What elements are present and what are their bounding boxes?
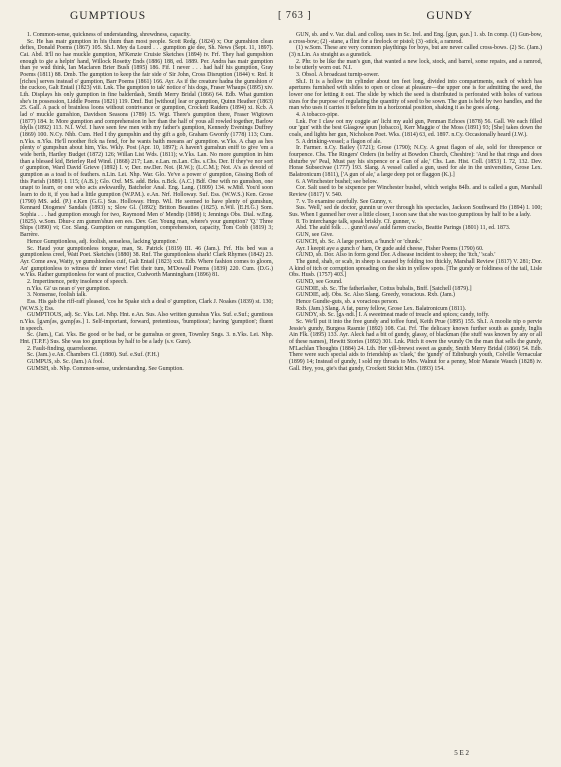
entry-paragraph: GUNCH, sb. Sc. A large portion, a 'hunch' or 'chunk.' — [296, 238, 422, 245]
entry-paragraph: Sc. Haud your gumptionless tongue, man, St. Patrick (1819) III. 46 (Jam.). Frf. His bed was a gumptionless creel, Watt Poet. Sketches (1880) 38. Rnf. The gumptionless shark! Clark Rhymes (1842) 23. Ayr. Come awa, Watty, ye gumshionless cuif, Galt Entail (1823) xxii. Edb. Where fashion comes to gloom, An' gumptionless to witness th' inner view! Flet their tum, M'Dowall Poems (1839) 220. Cum. (D.G.) w.Yks. Rather gumptionless for want of practice, Cudworth Manningham (1896) 81. — [20, 245, 273, 279]
running-header — [20, 10, 543, 26]
entry-paragraph: Sc. We'll put it into the free gundy and toffee fund, Keith Prue (1895) 155. Sh.I. A moolie nip o pervie Jessie's gundy, Burgess Rasmie (1892) 108. Cai. Frf. The delicacy known further south as gundy, Inglis Ain Flk. (1895) 133. Ayr. Aleck had a bit of gundy, glassy, of blackman (the stuff was known by any or all of these names), Hewitt Stories (1892) 301. Lnk. Pitch it owre the wundy On the man that sells the gundy, M'Lachlan Thoughts (1884) 24. Lth. Her yill-brewst sweet as gundy, Smith Merry Bridal (1866) 54. Edb. There were such special aids to friendship as 'claek,' the 'gundy' of Edinburgh youth, Colville Vernacular (1899) 14; Instead of gundy, I sold my throats to Mrs. Walnut for a penny, Moir Mansie Wauch (1828) iv. Gall. Hey, you, gie's that gundy, Crockett Stickit Min. (1893) 154. — [289, 318, 542, 372]
entry-paragraph: GUND, see Gound. — [296, 278, 343, 285]
entry-paragraph: 6. A Winchester bushel; see below. — [296, 178, 378, 185]
entry-paragraph: GUNDIE, sb. Sc. The fatherlasher, Cottus bubalis, Bnff. [Satchell (1879).] — [296, 285, 472, 292]
entry-paragraph: Sc. (Jam.) e.An. Chambers Cl. (1880). Suf. e.Suf. (F.H.) — [27, 352, 160, 359]
entry-paragraph: Ir. Farmer. n.Cy. Bailey (1721); Grose (1790); N.Cy. A great flagon of ale, sold for threepence or fourpence. Chs. The Ringers' Orders (in belfry at Bowdon Church, Cheshire): 'And he that rings and does disturbe ye' Peal, Must pay his sixpence or a Gun of ale,' Chs. Lan. Hist. Coll. (1853) I. 72, 132. Dev. Horae Subsecivae (1777) 193. Slang. A vessel called a gun, used for ale in the universities, Grose Lex. Balatronicum (1811), ['A gun of ale,' a large deep pot or flaggon (K.).] — [289, 145, 542, 179]
entry-paragraph: GUMPTIOUS, adj. Sc. Yks. Lei. Nhp. Hnt. e.An. Sus. Also written gumshus Yks. Suf. e.Suf.; gumtious n.Yks. [gʌmʃəs, gʌmpʃəs.] 1. Self-important, forward, pretentious, 'bumptious'; having 'gumption'; fluent in speech. — [20, 312, 273, 332]
entry-paragraph: GUND, sb. Dor. Also in form gond Dor. A disease incident to sheep; the 'itch,' 'scab.' — [296, 252, 496, 259]
entry-paragraph: Ayr. I keepit aye a gunch o' ham, Or gude auld cheese, Fisher Poems (1790) 60. — [296, 245, 484, 252]
right-column — [289, 32, 542, 372]
entry-paragraph: GUMPUS, sb. Sc. (Jam.) A fool. — [27, 358, 104, 365]
entry-paragraph: 5. A drinking-vessel; a flagon of ale. — [296, 138, 382, 145]
entry-paragraph: The gund, shab, or scab, in sheep is caused by folding too thickly, Marshall Review (1817) V. 281; Dor. A kind of itch or corruption spreading on the skin in yellow spots. [The gundy or foldiness of the tail, Lisle Obs. Husb. (1757) 403.] — [289, 258, 542, 279]
entry-paragraph: 7. v. To examine carefully. See Gunny, v. — [296, 198, 393, 205]
entry-paragraph: Ess. His gab the riff-raff pleased, 'cos he Spake sich a deal o' gumption, Clark J. Noakes (1839) st. 130; (W.W.S.); Ess. — [20, 298, 273, 312]
left-column — [20, 32, 273, 372]
entry-paragraph: Sh.I. It is a hollow tin cylinder about ten feet long, divided into compartments, each of which has apertures furnished with slides to open or close at pleasure—the upper one is for admitting the seed, the lower one for letting it out. The slide by which the seed is distributed is perforated with holes of various sizes for the purpose of regulating the quantity of seed to be sown. The gun is held by two handles, and the man who uses it carries it before him in a horizontal position, shaking it as he goes along. — [289, 78, 542, 112]
entry-paragraph: n.Yks. Gi' us nean o' yer gumption. — [27, 285, 111, 292]
header-left: GUMPTIOUS — [70, 10, 147, 22]
entry-paragraph: 2. Phr. to be like the man's gun, that wanted a new lock, stock, and barrel, some repairs, and a ramrod, to be utterly worn out. N.I. — [289, 58, 542, 72]
entry-paragraph: 2. Impertinence, petty insolence of speech. — [27, 278, 128, 285]
entry-paragraph: (1) w.Som. These are very common playthings for boys, but are never called cross-bows. (2) Sc. (Jam.) (3) n.Lin. As straight as a gunstick. — [289, 45, 542, 59]
entry-paragraph: Sc. He has mair gumption in his thum than most people. Scott Redg. (1824) x; Our gumshion clean defies, Donald Poems (1867) 105. Sh.I. Mey da Lourd . . . gumption gie dee, Sh. News (Sept. 11, 1897). Cai. Abd. It'll no hae muckle gumption, M'Kenzie Cruisie Sketches (1894) iv. Frf. They had gumpshion enough to gie a helpin' hand, Willock Rosetty Ends (1886) 188, ed. 1889. Per. Andra has mair gumption than ye wud think, Ian Maclaren Brier Bush (1895) 186. Fif. I never . . . had half his gumption, Gray Poems (1811) 88. Dmb. The gumption to keep the fair side o' Sir John, Cross Disruption (1844) v. Rnf. It [riches] serves instead o' gumption, Barr Poems (1861) 166. Ayr. As if the creature hadna the gumshion o' the cuckoo, Galt Entail (1823) viii. Lnk. The gumption to tak' notice o' his dogs, Fraser Whaups (1895) xiv. Lth. Displays his only gumption in fine balderdash, Smith Merry Bridal (1866) 64. Edb. What gumtion she's in possession, Liddle Poems (1821) 119. Dmf. But [without] lear or gumption, Quinn Heather (1863) 25. Gall. A pack of brainless loons without contrivance or gumption, Crockett Raiders (1894) xi. Kcb. A lad o' muckle gumshion, Davidson Seasons (1789) 15. Wgt. There's gumption there, Fraser Wigtown (1877) 184. Ir. More gumption and comprehension in her than the half of yous all rowled together, Barlow Idylls (1892) 113. N.I. Wxf. I have seen few men with my father's gumption, Kennedy Evenings Duffrey (1869) 100. N.Cy. Nhb. Cum. Hed I thy gumpshin and thy gift a gob, Graham Gwordy (1778) 113; Cum. n.Yks. n.Yks. He'll noother fick na fend, for he wants baith meeans an' gumption. w.Yks. A chap as hes plenty o' gumpshun about him, Yks. Wkly. Post (Apr. 10, 1897); A haven't gumshun eniff to give 'em a wide berth, Hartley Budget (1872) 126; Willan List Wds. (1811); w.Yks. Lan. No more gumption in him than a blessed kid, Brierley Red Wind. (1868) 217; Lan. e.Lan. m.Lan. Chs. s.Chs. Der. If they've nor sort o' gumption, Ward David Grieve (1892) I. v; Der. nw.Der. Not. (R.W.); (L.C.M.); Not. A's as devoid of gumption as a toad is of feathers. n.Lin. Lei. Nhp. War. Glo. Ye've a power o' gumption, Gissing Both of this Parish (1889) I. 115; (A.B.); Glo. Oxf. MS. add. Brks. n.Bck. (A.C.) Bdf. One with no gumshon, one unapt to learn, or one who acts awkwardly, Batchelor Anal. Eng. Lang. (1809) 134. w.Mid. You'd soon learn to do it, if you had a little gumption (W.P.M.). e.An. Nrf. Holloway. Suf. Ess. (W.W.S.) Ken. Grose (1790) MS. add. (P.) e.Ken (G.G.) Sus. Holloway. Hmp. Wil. He seemed to have plenty of gumshun, Kennard Diogenes' Sandals (1893) x; Slow Gl. (1892); Britton Beauties (1825). n.Wil. (E.H.G.) Som. Sophia . . . had gumption enough for two, Raymond Men o' Mendip (1898) i; Jennings Obs. Dial. w.Eng. (1825). w.Som. Dhur-z zm gumm'shun een ees. Dev. Ger. Young man, where's your gumption? 'Q.' Three Ships (1890) vi; Cor. Slang. Gumption or rumgumption, comprehension, capacity, Tom Cobb (1819) 3; Barrère. — [20, 38, 273, 239]
entry-paragraph: Hence Gumptionless, adj. foolish, senseless, lacking 'gumption.' — [27, 238, 179, 245]
entry-paragraph: Sc. (Jam.), Cai. Yks. Be good or be bad, or be gumshus or green, Townley Sngs. 3. n.Yks. Lei. Nhp. Hnt. (T.P.F.) Sus. She was too gumptious by half to be a lady (s.v. Gure). — [20, 332, 273, 345]
page-number: [ 763 ] — [278, 10, 312, 21]
entry-paragraph: Abd. The auld folk . . . gunn'd awa' auld farren cracks, Beattie Parings (1801) 11, ed. 1873. — [296, 225, 511, 232]
entry-paragraph: GUMSH, sb. Nhp. Common-sense, understanding. See Gumption. — [27, 365, 184, 372]
entry-paragraph: 2. Fault-finding, quarrelsome. — [27, 345, 98, 352]
entry-paragraph: GUNDIE, adj. Obs. Sc. Also Slang. Greedy, voracious. Rxb. (Jam.) — [296, 292, 455, 299]
entry-paragraph: 8. To interchange talk, speak briskly. Cf. gunner, v. — [296, 218, 416, 225]
entry-paragraph: GUN, sb. and v. Var. dial. and colloq. uses in Sc. Irel. and Eng. [gun, gʌn.] 1. sb. In comp. (1) Gun-bow, a cross-bow; (2) -stane, a flint for a firelock or pistol; (3) -stick, a ramrod. — [289, 32, 542, 45]
entry-paragraph: 3. Obsol. A broadcast turnip-sower. — [296, 72, 380, 79]
entry-paragraph: Hence Gundie-guts, sb. a voracious person. — [296, 298, 399, 305]
entry-paragraph: 1. Common-sense, quickness of understanding, shrewdness, capacity. — [27, 32, 191, 38]
entry-paragraph: 3. Nonsense, foolish talk. — [27, 292, 87, 299]
entry-paragraph: GUN, see Give. — [296, 232, 334, 239]
entry-paragraph: Lnk. For I claw oot my coggie an' licht my auld gun, Penman Echoes (1878) 56. Gall. We each filled our 'gun' with the best Glasgow spun [tobacco], Kerr Maggie o' the Moss (1891) 93; [She] takes down the coals, and lights her gun, Nicholson Poet. Wks. (1814) 63, ed. 1897. n.Cy. Occasionally heard (J.W.). — [289, 118, 542, 139]
entry-paragraph: Rxb. (Jam.) Slang. A fat, pursy fellow, Grose Lex. Balatronicum (1811). — [296, 305, 467, 312]
signature-mark: 5 E 2 — [454, 749, 469, 757]
entry-paragraph: 4. A tobacco-pipe. — [296, 112, 339, 119]
header-right: GUNDY — [426, 10, 473, 22]
entry-paragraph: Cor. Salt used to be sixpence per Winchester bushel, which weighs 84lb. and is called a gun, Marshall Review (1817) V. 540. — [289, 185, 542, 199]
entry-paragraph: GUNDY, sb. Sc. [gʌ·ndi.] I. A sweetmeat made of treacle and spices; candy, toffy. — [296, 312, 490, 319]
entry-paragraph: Sus. 'Well,' sed de doctor, gunnin ur over through his spectacles, Jackson Southward Ho (1894) I. 100; Sus. When I gunned her over a little closer, I soon saw that she was too gumptious by half to be a lady. — [289, 205, 542, 219]
